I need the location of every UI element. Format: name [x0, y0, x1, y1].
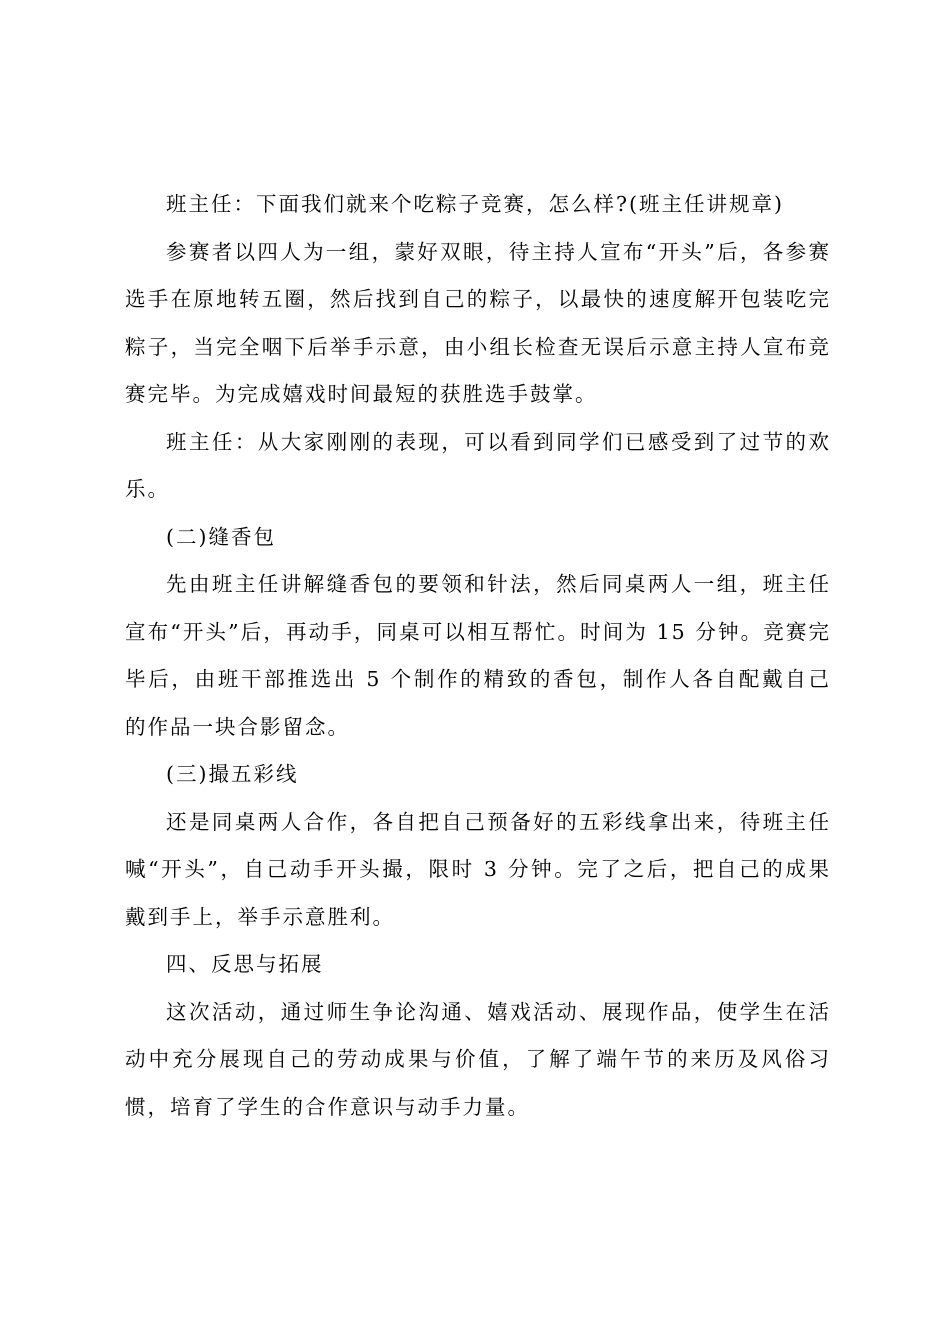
section-heading-reflection: 四、反思与拓展 [166, 952, 324, 976]
paragraph-zongzi-rules: 参赛者以四人为一组，蒙好双眼，待主持人宣布“开头”后，各参赛选手在原地转五圈，然后找到自己的粽子，以最快的速度解开包装吃完粽子，当完全咽下后举手示意，由小组长检查无误后示意主持人宣布竞赛完毕。为完成嬉戏时间最短的获胜选手鼓掌。 [125, 239, 831, 406]
section-heading-sachet: (二)缝香包 [166, 524, 276, 549]
paragraph-sachet-activity: 先由班主任讲解缝香包的要领和针法，然后同桌两人一组，班主任宣布“开头”后，再动手，同桌可以相互帮忙。时间为 15 分钟。竞赛完毕后，由班干部推选出 5 个制作的精致的香包，制作人各自配戴自己的作品一块合影留念。 [125, 572, 831, 739]
section-heading-five-color-thread: (三)撮五彩线 [166, 762, 299, 786]
paragraph-thread-activity: 还是同桌两人合作，各自把自己预备好的五彩线拿出来，待班主任喊“开头”，自己动手开头撮，限时 3 分钟。完了之后，把自己的成果戴到手上，举手示意胜利。 [125, 809, 831, 929]
document-body [125, 181, 831, 1131]
paragraph-teacher-remark: 班主任：从大家刚刚的表现，可以看到同学们已感受到了过节的欢乐。 [125, 429, 831, 501]
paragraph-reflection: 这次活动，通过师生争论沟通、嬉戏活动、展现作品，使学生在活动中充分展现自己的劳动成果与价值，了解了端午节的来历及风俗习惯，培育了学生的合作意识与动手力量。 [125, 999, 831, 1119]
paragraph-eating-zongzi-intro: 班主任：下面我们就来个吃粽子竞赛，怎么样?(班主任讲规章) [166, 192, 784, 216]
